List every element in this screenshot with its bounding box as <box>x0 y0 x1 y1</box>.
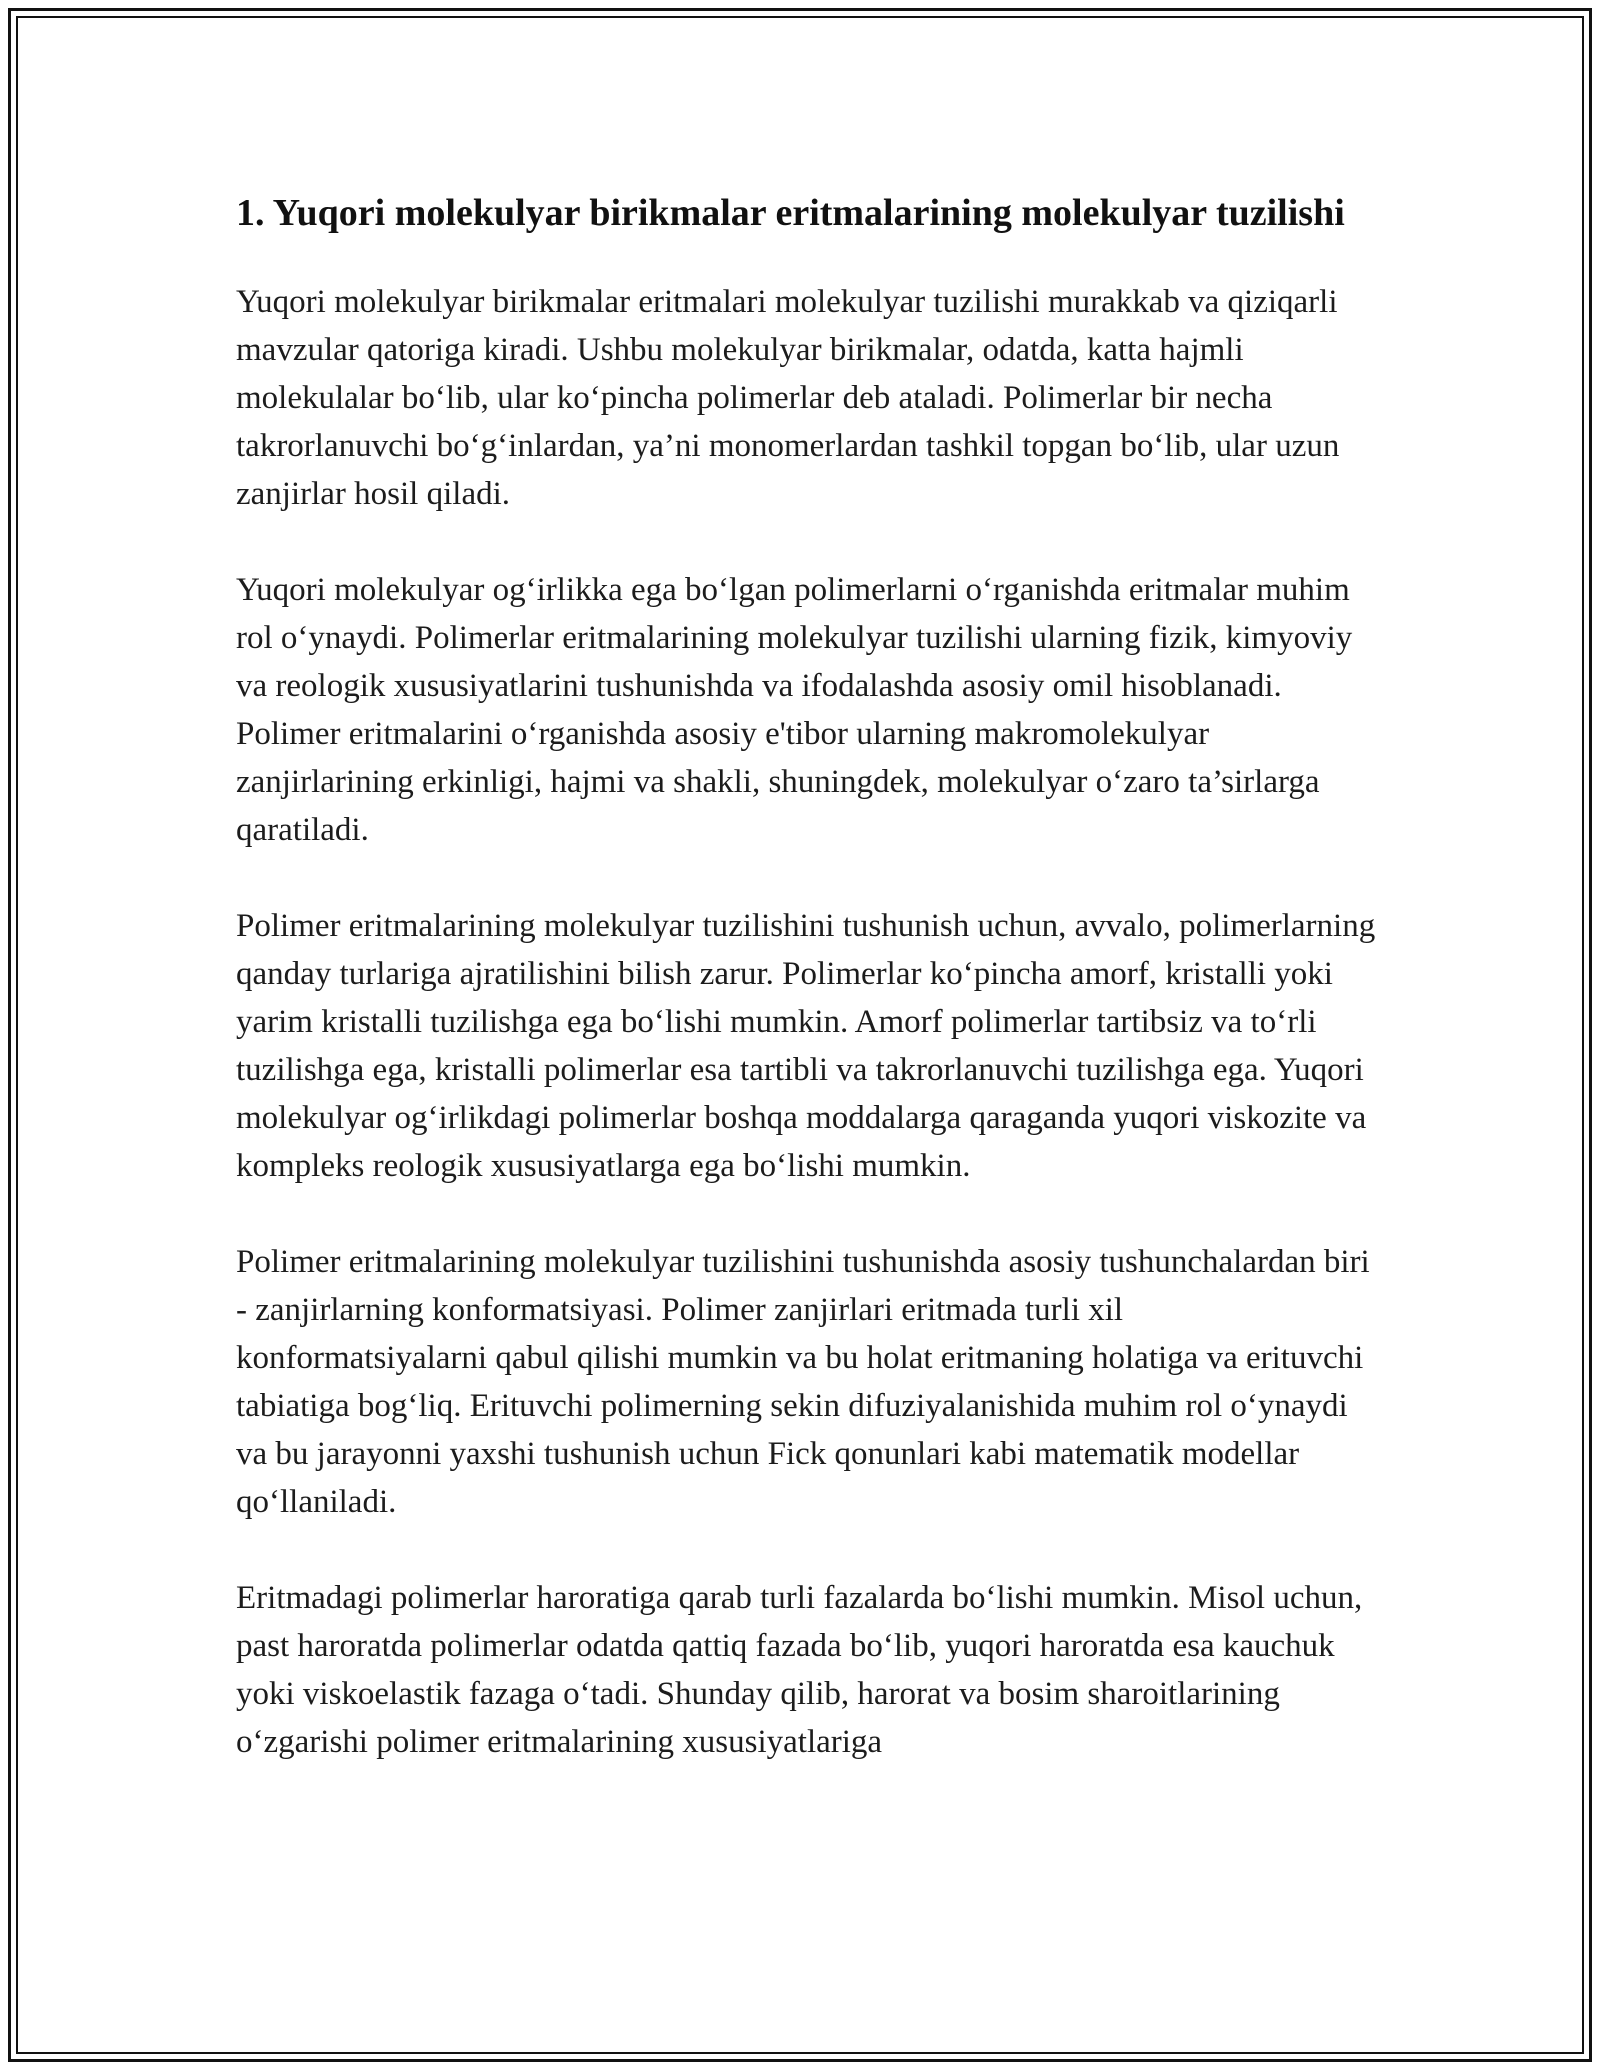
document-body <box>236 186 1376 1814</box>
paragraph-2: Yuqori molekulyar og‘irlikka ega bo‘lgan polimerlarni o‘rganishda eritmalar muhim rol o‘ynaydi. Polimerlar eritmalarining molekulyar tuzilishi ularning fizik, kimyoviy va reologik xususiyatlarini tushunishda va ifodalashda asosiy omil hisoblanadi. Polimer eritmalarini o‘rganishda asosiy e'tibor ularning makromolekulyar zanjirlarining erkinligi, hajmi va shakli, shuningdek, molekulyar o‘zaro ta’sirlarga qaratiladi. <box>236 572 1353 848</box>
paragraph-1: Yuqori molekulyar birikmalar eritmalari molekulyar tuzilishi murakkab va qiziqarli mavzular qatoriga kiradi. Ushbu molekulyar birikmalar, odatda, katta hajmli molekulalar bo‘lib, ular ko‘pincha polimerlar deb ataladi. Polimerlar bir necha takrorlanuvchi bo‘g‘inlardan, ya’ni monomerlardan tashkil topgan bo‘lib, ular uzun zanjirlar hosil qiladi. <box>236 284 1340 512</box>
section-heading: 1. Yuqori molekulyar birikmalar eritmalarining molekulyar tuzilishi <box>236 192 1345 234</box>
paragraph-4: Polimer eritmalarining molekulyar tuzilishini tushunishda asosiy tushunchalardan biri - zanjirlarning konformatsiyasi. Polimer zanjirlari eritmada turli xil konformatsiyalarni qabul qilishi mumkin va bu holat eritmaning holatiga va erituvchi tabiatiga bog‘liq. Erituvchi polimerning sekin difuziyalanishida muhim rol o‘ynaydi va bu jarayonni yaxshi tushunish uchun Fick qonunlari kabi matematik modellar qo‘llaniladi. <box>236 1244 1370 1520</box>
paragraph-3: Polimer eritmalarining molekulyar tuzilishini tushunish uchun, avvalo, polimerlarning qanday turlariga ajratilishini bilish zarur. Polimerlar ko‘pincha amorf, kristalli yoki yarim kristalli tuzilishga ega bo‘lishi mumkin. Amorf polimerlar tartibsiz va to‘rli tuzilishga ega, kristalli polimerlar esa tartibli va takrorlanuvchi tuzilishga ega. Yuqori molekulyar og‘irlikdagi polimerlar boshqa moddalarga qaraganda yuqori viskozite va kompleks reologik xususiyatlarga ega bo‘lishi mumkin. <box>236 908 1376 1184</box>
paragraph-5: Eritmadagi polimerlar haroratiga qarab turli fazalarda bo‘lishi mumkin. Misol uchun, past haroratda polimerlar odatda qattiq fazada bo‘lib, yuqori haroratda esa kauchuk yoki viskoelastik fazaga o‘tadi. Shunday qilib, harorat va bosim sharoitlarining o‘zgarishi polimer eritmalarining xususiyatlariga <box>236 1580 1363 1760</box>
